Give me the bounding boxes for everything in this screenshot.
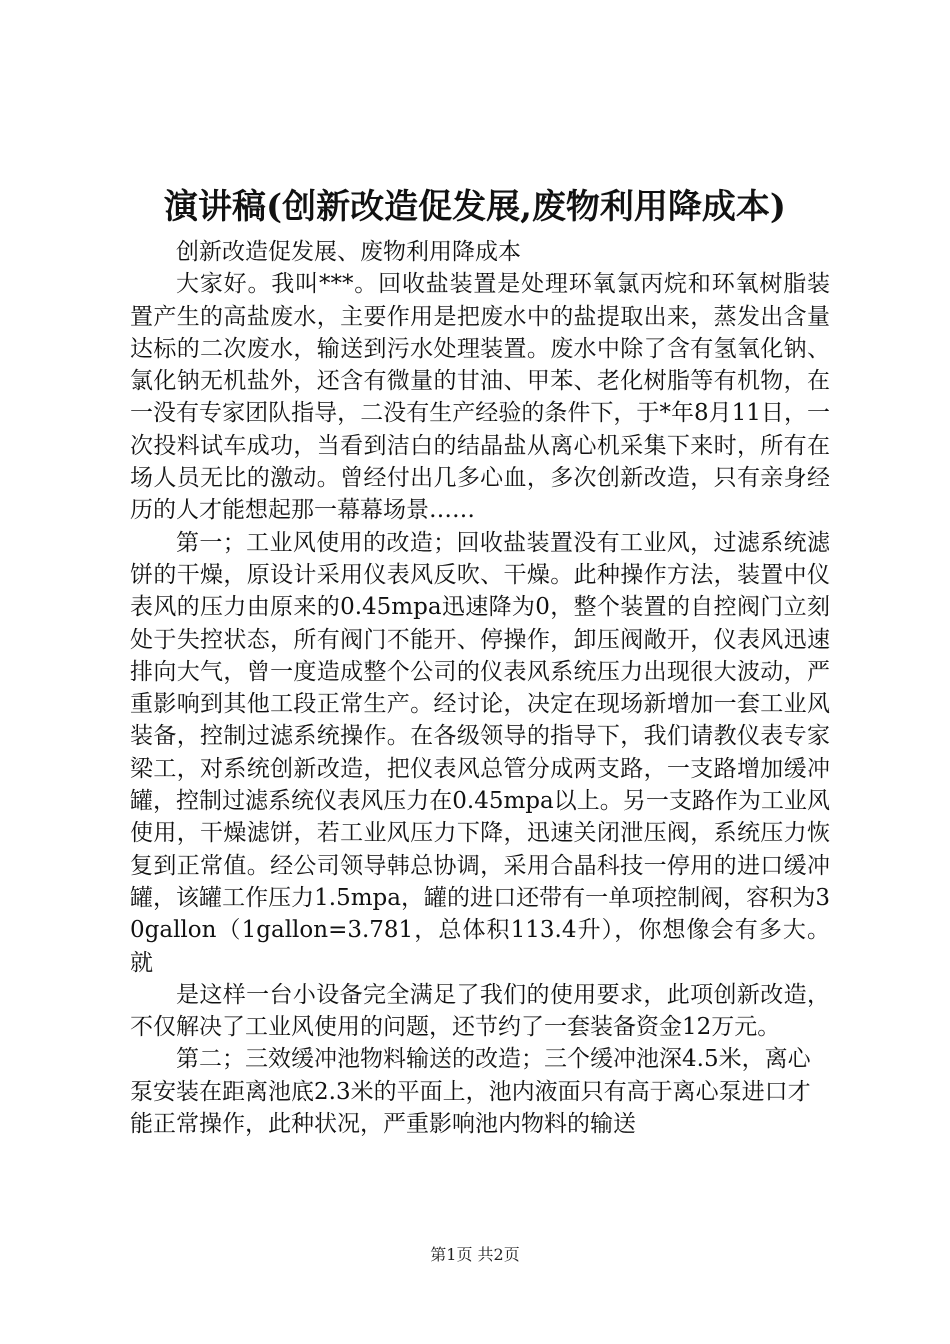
subtitle-paragraph: 创新改造促发展、废物利用降成本	[176, 239, 521, 265]
document-title: 演讲稿(创新改造促发展,废物利用降成本)	[163, 187, 786, 227]
document-body	[130, 236, 830, 1140]
second-point-paragraph: 第二；三效缓冲池物料输送的改造；三个缓冲池深4.5米，离心泵安装在距离池底2.3米的平面上，池内液面只有高于离心泵进口才能正常操作，此种状况，严重影响池内物料的输送	[130, 1046, 811, 1138]
first-point-paragraph: 第一；工业风使用的改造；回收盐装置没有工业风，过滤系统滤饼的干燥，原设计采用仪表风反吹、干燥。此种操作方法，装置中仪表风的压力由原来的0.45mpa迅速降为0，整个装置的自控阀门立刻处于失控状态，所有阀门不能开、停操作，卸压阀敞开，仪表风迅速排向大气，曾一度造成整个公司的仪表风系统压力出现很大波动，严重影响到其他工段正常生产。经讨论，决定在现场新增加一套工业风装备，控制过滤系统操作。在各级领导的指导下，我们请教仪表专家梁工，对系统创新改造，把仪表风总管分成两支路，一支路增加缓冲罐，控制过滤系统仪表风压力在0.45mpa以上。另一支路作为工业风使用，干燥滤饼，若工业风压力下降，迅速关闭泄压阀，系统压力恢复到正常值。经公司领导韩总协调，采用合晶科技一停用的进口缓冲罐，该罐工作压力1.5mpa，罐的进口还带有一单项控制阀，容积为30gallon（1gallon=3.781，总体积113.4升），你想像会有多大。就	[130, 529, 830, 976]
intro-paragraph: 大家好。我叫***。回收盐装置是处理环氧氯丙烷和环氧树脂装置产生的高盐废水，主要作用是把废水中的盐提取出来，蒸发出含量达标的二次废水，输送到污水处理装置。废水中除了含有氢氧化钠、氯化钠无机盐外，还含有微量的甘油、甲苯、老化树脂等有机物，在一没有专家团队指导，二没有生产经验的条件下，于*年8月11日，一次投料试车成功，当看到洁白的结晶盐从离心机采集下来时，所有在场人员无比的激动。曾经付出几多心血，多次创新改造，只有亲身经历的人才能想起那一幕幕场景……	[130, 271, 830, 524]
first-point-conclusion-paragraph: 是这样一台小设备完全满足了我们的使用要求，此项创新改造，不仅解决了工业风使用的问题，还节约了一套装备资金12万元。	[130, 981, 830, 1041]
page-number-footer: 第1页 共2页	[430, 1245, 520, 1264]
